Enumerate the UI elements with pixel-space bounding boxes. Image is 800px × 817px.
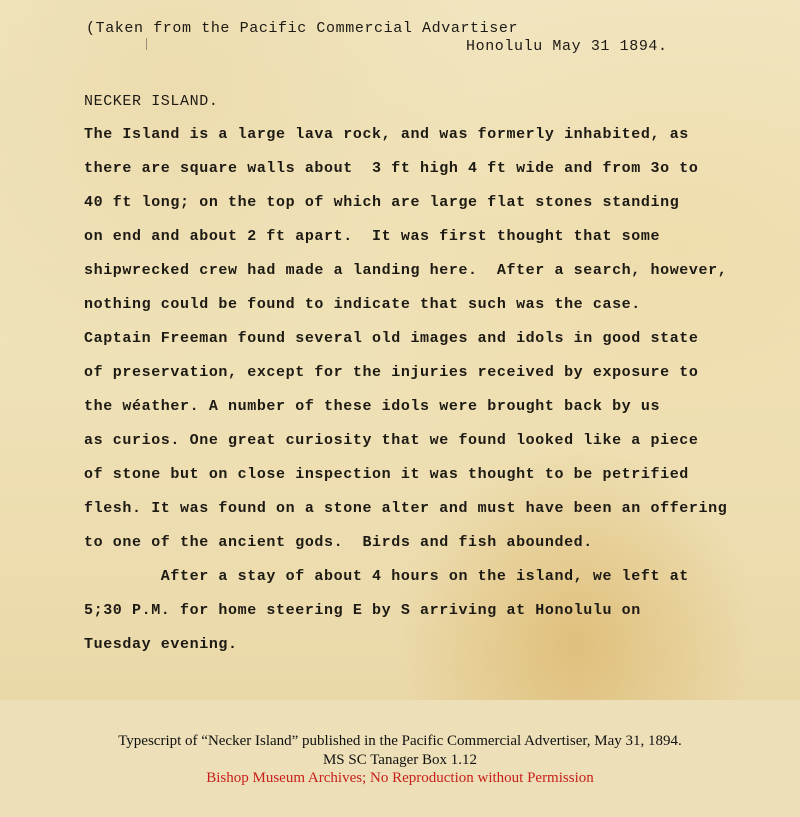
body-line: Tuesday evening. xyxy=(84,636,238,653)
caption-description: Typescript of “Necker Island” published in the Pacific Commercial Advertiser, May 31, 1894. xyxy=(118,733,682,749)
caption-collection-reference: MS SC Tanager Box 1.12 xyxy=(322,752,478,768)
body-line: to one of the ancient gods. Birds and fish abounded. xyxy=(84,534,593,551)
body-line: shipwrecked crew had made a landing here. After a search, however, xyxy=(84,262,728,279)
dateline: Honolulu May 31 1894. xyxy=(466,38,668,55)
body-line: Captain Freeman found several old images and idols in good state xyxy=(84,330,699,347)
body-line: of stone but on close inspection it was thought to be petrified xyxy=(84,466,689,483)
body-line: 5;30 P.M. for home steering E by S arriving at Honolulu on xyxy=(84,602,641,619)
document-title: NECKER ISLAND. xyxy=(84,93,219,110)
body-line: nothing could be found to indicate that such was the case. xyxy=(84,296,641,313)
body-line: After a stay of about 4 hours on the island, we left at xyxy=(84,568,689,585)
body-line: on end and about 2 ft apart. It was first thought that some xyxy=(84,228,661,245)
pencil-mark xyxy=(146,38,147,50)
body-line: The Island is a large lava rock, and was formerly inhabited, as xyxy=(84,126,689,143)
body-line: the wéather. A number of these idols were brought back by us xyxy=(84,398,661,415)
body-line: there are square walls about 3 ft high 4 ft wide and from 3o to xyxy=(84,160,699,177)
body-line: as curios. One great curiosity that we found looked like a piece xyxy=(84,432,699,449)
body-line: of preservation, except for the injuries received by exposure to xyxy=(84,364,699,381)
body-line: 40 ft long; on the top of which are large flat stones standing xyxy=(84,194,680,211)
caption-copyright-notice: Bishop Museum Archives; No Reproduction without Permission xyxy=(206,770,594,786)
body-line: flesh. It was found on a stone alter and must have been an offering xyxy=(84,500,728,517)
source-line: (Taken from the Pacific Commercial Advartiser xyxy=(86,20,519,37)
